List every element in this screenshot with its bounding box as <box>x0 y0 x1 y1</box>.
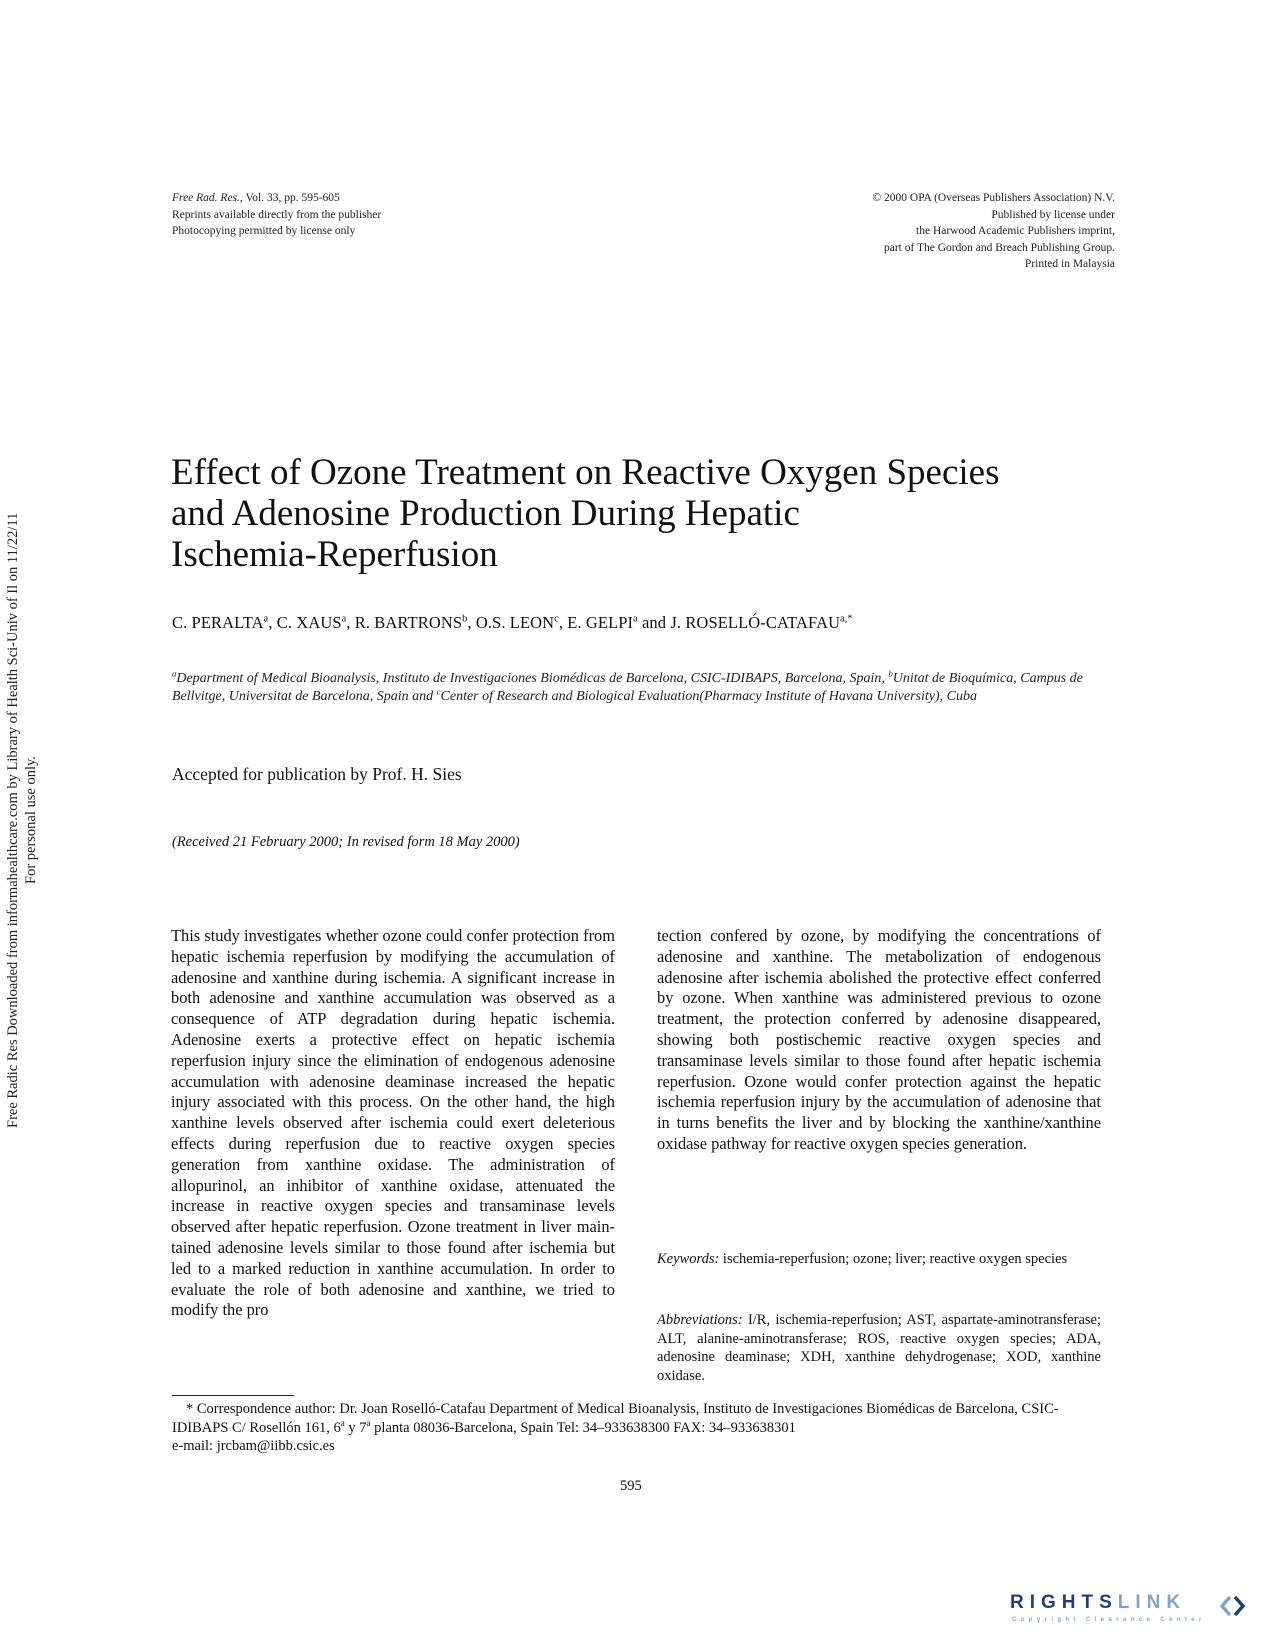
keywords-text: ischemia-reperfusion; ozone; liver; reactive oxygen species <box>719 1251 1068 1267</box>
logo-word-main: RIGHTS <box>1010 1592 1118 1613</box>
correspondence-text: y 7 <box>344 1419 367 1436</box>
affiliation-mark: a <box>172 668 177 679</box>
publisher-line: Printed in Malaysia <box>1024 258 1115 270</box>
journal-header <box>172 190 381 240</box>
publisher-header <box>872 190 1115 273</box>
author-name: R. BARTRONS <box>354 613 463 632</box>
author-name: C. XAUS <box>276 613 342 632</box>
publisher-line: the Harwood Academic Publishers imprint, <box>916 225 1115 237</box>
author-name: O.S. LEON <box>475 613 555 632</box>
received-dates: (Received 21 February 2000; In revised form 18 May 2000) <box>172 834 520 850</box>
rightslink-logo[interactable] <box>1010 1592 1245 1632</box>
author-affiliation-mark: a,* <box>840 613 853 625</box>
abstract-text-left: This study investigates whether ozone could confer protection from hepatic ischemia reperfusion by modifying the accumulation of adenosine and xanthine during ischemia. A significant increase in both adenosine and xanthine accumulation was observed as a consequence of ATP degradation during hepatic ischemia. Adenosine exerts a protective effect on hepatic ischemia reperfusion injury since the elimination of endogenous adenosine accumulation with adenosine deaminase increased the hepatic injury associated with this process. On the other hand, the high xanthine levels observed after ischemia could exert deleterious effects during reperfusion due to reactive oxygen species generation from xanthine oxidase. The administration of allopurinol, an inhibitor of xanthine oxidase, attenuated the increase in reactive oxygen species and transaminase levels observed after hepatic reperfusion. Ozone treatment in liver maintained adenosine levels similar to those found after ischemia but led to a marked reduction in xanthine accumulation. In order to evaluate the role of both adenosine and xanthine, we tried to modify the pro <box>171 926 615 1320</box>
affiliation-text: Department of Medical Bioanalysis, Instituto de Investigaciones Biomédicas de Barcelona, CSIC-IDIBAPS, Barcelona, Spain, <box>176 671 889 686</box>
keywords-label: Keywords: <box>657 1251 720 1267</box>
floor-superscript: a <box>340 1417 345 1428</box>
accepted-note: Accepted for publication by Prof. H. Sies <box>172 764 462 784</box>
logo-word-accent: LINK <box>1117 1592 1187 1613</box>
abstract-column-right <box>657 926 1101 1155</box>
affiliation-mark: c <box>436 686 441 697</box>
chevron-icon <box>1220 1594 1246 1618</box>
affiliation-text: Unitat de Bioquímica, Campus de Bellvitge, Universitat de Barcelona, Spain and <box>172 671 1083 704</box>
author-affiliation-mark: c <box>554 613 559 625</box>
correspondence-text: Correspondence author: Dr. Joan Roselló-Catafau Department of Medical Bioanalysis, Instituto de Investigaciones Biomédicas de Barcelona, CSIC-IDIBAPS C/ Rosellón 161, 6 <box>172 1401 1059 1436</box>
author-separator: , <box>268 613 277 632</box>
abstract-column-left <box>171 926 615 1321</box>
journal-name: Free Rad. Res. <box>172 192 240 204</box>
author-name: J. ROSELLÓ-CATAFAU <box>670 613 841 632</box>
journal-volume: , Vol. 33, pp. 595-605 <box>239 192 340 204</box>
keywords <box>657 1250 1101 1269</box>
title-line: and Adenosine Production During Hepatic <box>171 493 800 534</box>
download-notice-line2: For personal use only. <box>23 756 39 884</box>
author-affiliation-mark: a <box>341 613 347 625</box>
title-line: Ischemia-Reperfusion <box>171 534 498 575</box>
download-notice <box>4 460 44 1180</box>
author-separator: , <box>558 613 568 632</box>
floor-superscript: a <box>366 1417 371 1428</box>
correspondence-text: planta 08036-Barcelona, Spain Tel: 34–933638300 FAX: 34–933638301 <box>370 1419 796 1436</box>
affiliation-mark: b <box>888 668 893 679</box>
author-separator: and <box>637 613 671 632</box>
affiliation-text: Center of Research and Biological Evaluation(Pharmacy Institute of Havana University), Cuba <box>440 689 977 704</box>
footnote-marker: * <box>186 1401 194 1417</box>
author-list <box>172 613 1132 633</box>
author-separator: , <box>467 613 476 632</box>
author-separator: , <box>346 613 355 632</box>
logo-subtitle: Copyright Clearance Center <box>1012 1617 1206 1623</box>
correspondence-email[interactable]: e-mail: jrcbam@iibb.csic.es <box>172 1438 335 1454</box>
page-number: 595 <box>620 1478 642 1494</box>
download-notice-line1: Free Radic Res Downloaded from informahealthcare.com by Library of Health Sci-Univ of Il on 11/22/11 <box>5 512 21 1128</box>
publisher-line: Published by license under <box>991 208 1115 221</box>
author-affiliation-mark: b <box>462 613 468 625</box>
abbreviations <box>657 1311 1101 1385</box>
publisher-line: © 2000 OPA (Overseas Publishers Association) N.V. <box>872 192 1115 204</box>
footnote-rule <box>172 1395 294 1396</box>
title-line: Effect of Ozone Treatment on Reactive Oxygen Species <box>171 452 1000 493</box>
author-name: E. GELPI <box>567 613 634 632</box>
article-title <box>171 452 1101 575</box>
author-affiliation-mark: a <box>263 613 269 625</box>
affiliations <box>172 670 1112 706</box>
correspondence-footnote <box>172 1400 1104 1456</box>
author-affiliation-mark: a <box>633 613 638 625</box>
author-name: C. PERALTA <box>172 613 264 632</box>
abbreviations-label: Abbreviations: <box>657 1312 743 1328</box>
abbreviations-text: I/R, ischemia-reperfusion; AST, aspartate-aminotransferase; ALT, alanine-aminotransferase; ROS, reactive oxygen species; ADA, adenosine deaminase; XDH, xanthine dehydrogenase; XOD, xanthine oxidase. <box>657 1312 1101 1384</box>
photocopy-note: Photocopying permitted by license only <box>172 225 356 237</box>
publisher-line: part of The Gordon and Breach Publishing Group. <box>883 241 1115 254</box>
rightslink-wordmark <box>1010 1592 1186 1614</box>
abstract-text-right: tection confered by ozone, by modifying the concentrations of adenosine and xanthine. The metabolization of endogenous adenosine after ischemia abolished the protective effect conferred by ozone. When xanthine was administered previous to ozone treatment, the protection conferred by adenosine disappeared, showing both postischemic reactive oxygen species and transaminase levels similar to those found after hepatic ischemia reperfusion. Ozone would confer protection against the hepatic ischemia reperfusion injury by the accumulation of adenosine that in turns benefits the liver and by blocking the xanthine/xanthine oxidase pathway for reactive oxygen species generation. <box>657 926 1101 1153</box>
reprints-note: Reprints available directly from the publisher <box>172 208 382 221</box>
